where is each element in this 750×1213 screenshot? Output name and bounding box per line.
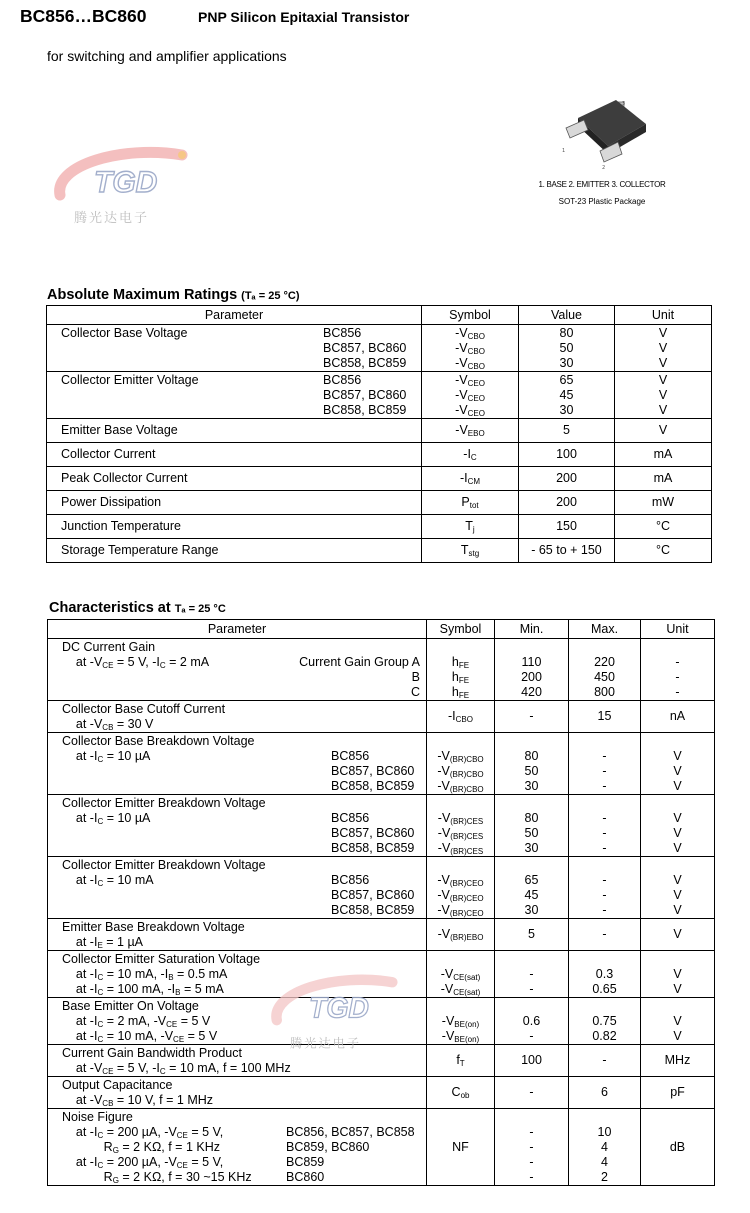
table-row — [47, 491, 712, 515]
parameter-cell: Collector Base Breakdown Voltage at $-I_C = 10$ µA BC856 BC857, BC860 BC858, BC859 — [48, 733, 427, 795]
chars-header-min: Min. — [495, 620, 569, 639]
unit-cell: MHz — [641, 1045, 715, 1077]
table-row — [47, 419, 712, 443]
product-subtitle: PNP Silicon Epitaxial Transistor — [198, 9, 410, 25]
symbol-cell: $T_j$ — [422, 515, 519, 539]
condition-variant — [331, 858, 426, 873]
symbol-cell: $h_{FE}$ $h_{FE}$ $h_{FE}$ — [427, 639, 495, 701]
symbol-cell: $-V_{CEO}$ $-V_{CEO}$ $-V_{CEO}$ — [422, 372, 519, 419]
parameter-cell — [47, 443, 422, 467]
min-cell: - — [495, 1077, 569, 1109]
chars-header-max: Max. — [569, 620, 641, 639]
unit-cell: V — [615, 419, 712, 443]
condition-variant: BC859, BC860 — [286, 1140, 370, 1154]
symbol-cell: $C_{ob}$ — [427, 1077, 495, 1109]
parameter-cell — [47, 491, 422, 515]
condition-variant: BC858, BC859 — [331, 779, 415, 793]
table-row — [47, 467, 712, 491]
parameter-cell — [47, 419, 422, 443]
watermark-text: TGD — [308, 992, 369, 1025]
unit-cell: mA — [615, 443, 712, 467]
min-cell: 110 200 420 — [495, 639, 569, 701]
parameter-cell: Collector Base Cutoff Current at $-V_{CB} = 30$ V — [48, 701, 427, 733]
condition-variant: Current Gain Group A — [299, 655, 420, 669]
characteristics-table — [47, 619, 715, 1186]
parameter-cell: Collector Emitter Saturation Voltage at $-I_C = 10$ mA, $-I_B = 0.5$ mA at $-I_C = 100$ mA, $-I_B = 5$ mA — [48, 951, 427, 998]
table-row — [48, 1109, 715, 1186]
max-cell: 0.3 0.65 — [569, 951, 641, 998]
table-row — [48, 998, 715, 1045]
table-row — [48, 919, 715, 951]
condition-variant: BC857, BC860 — [331, 826, 415, 840]
condition-variant: B — [411, 670, 420, 684]
parameter-name: Junction Temperature — [61, 519, 181, 533]
device-variant: BC857, BC860 — [323, 341, 407, 355]
min-cell: 100 — [495, 1045, 569, 1077]
device-variant: BC858, BC859 — [323, 356, 407, 370]
condition-variant: BC856 — [331, 873, 370, 887]
symbol-cell: $-I_{CBO}$ — [427, 701, 495, 733]
device-variant: BC856 — [323, 326, 362, 340]
parameter-cell: Collector Emitter Breakdown Voltage at $-I_C = 10$ µA BC856 BC857, BC860 BC858, BC859 — [48, 795, 427, 857]
unit-cell: °C — [615, 539, 712, 563]
parameter-cell: Noise Figure at $-I_C = 200$ µA, $-V_{CE} = 5$ V, $R_G = 2$ KΩ, f = 1 KHz at $-I_C = 200$ µA, $-V_{CE} = 5$ V, $R_G = 2$ KΩ, f = 30 ~15 KHz BC856, BC857, BC858 BC859, BC860 BC859 BC860 — [48, 1109, 427, 1186]
parameter-name: Collector Current — [61, 447, 156, 461]
unit-cell: mW — [615, 491, 712, 515]
svg-text:1: 1 — [562, 148, 566, 154]
amr-header-symbol: Symbol — [422, 306, 519, 325]
symbol-cell: $-V_{EBO}$ — [422, 419, 519, 443]
unit-cell: V — [641, 919, 715, 951]
value-cell: 100 — [519, 443, 615, 467]
parameter-cell — [47, 515, 422, 539]
max-cell: - - - — [569, 733, 641, 795]
sot23-package-image — [556, 96, 656, 171]
table-row — [47, 443, 712, 467]
svg-text:2: 2 — [602, 165, 606, 171]
unit-cell: V V V — [641, 733, 715, 795]
parameter-name: Emitter Base Voltage — [61, 423, 178, 437]
max-cell: 10 4 4 2 — [569, 1109, 641, 1186]
min-cell: - — [495, 701, 569, 733]
chars-header-parameter: Parameter — [48, 620, 427, 639]
condition-variant: BC858, BC859 — [331, 903, 415, 917]
symbol-cell: $-V_{(BR)CBO}$ $-V_{(BR)CBO}$ $-V_{(BR)CBO}$ — [427, 733, 495, 795]
max-cell: - — [569, 919, 641, 951]
condition-variant: BC859 — [286, 1155, 325, 1169]
value-cell: 5 — [519, 419, 615, 443]
unit-cell: V V — [641, 951, 715, 998]
parameter-cell: Collector Emitter Breakdown Voltage at $-I_C = 10$ mA BC856 BC857, BC860 BC858, BC859 — [48, 857, 427, 919]
logo-text: TGD — [94, 166, 158, 199]
condition-variant — [286, 1110, 426, 1125]
parameter-cell: Output Capacitance at $-V_{CB} = 10$ V, f = 1 MHz — [48, 1077, 427, 1109]
chars-condition: Tₐ = 25 °C — [174, 603, 226, 615]
min-cell: 5 — [495, 919, 569, 951]
condition-variant: BC856, BC857, BC858 — [286, 1125, 415, 1139]
condition-variant: C — [410, 685, 420, 699]
amr-header-unit: Unit — [615, 306, 712, 325]
symbol-cell: NF — [427, 1109, 495, 1186]
table-row — [48, 857, 715, 919]
condition-variant: BC858, BC859 — [331, 841, 415, 855]
min-cell: - - — [495, 951, 569, 998]
value-cell: 200 — [519, 491, 615, 515]
max-cell: 15 — [569, 701, 641, 733]
parameter-cell: DC Current Gain at $-V_{CE} = 5$ V, $-I_C = 2$ mA Current Gain Group A B C — [48, 639, 427, 701]
min-cell: 0.6 - — [495, 998, 569, 1045]
table-row — [48, 701, 715, 733]
unit-cell: °C — [615, 515, 712, 539]
symbol-cell: $T_{stg}$ — [422, 539, 519, 563]
amr-header-value: Value — [519, 306, 615, 325]
logo-chinese: 腾光达电子 — [74, 211, 150, 226]
device-variant: BC858, BC859 — [323, 403, 407, 417]
parameter-cell — [47, 325, 422, 372]
table-row — [48, 1045, 715, 1077]
max-cell: 220 450 800 — [569, 639, 641, 701]
symbol-cell: $-V_{BE(on)}$ $-V_{BE(on)}$ — [427, 998, 495, 1045]
unit-cell: V V V — [641, 795, 715, 857]
symbol-cell: $-I_{CM}$ — [422, 467, 519, 491]
parameter-cell: Current Gain Bandwidth Product at $-V_{CE} = 5$ V, $-I_C = 10$ mA, f = 100 MHz — [48, 1045, 427, 1077]
condition-variant: BC856 — [331, 811, 370, 825]
condition-variant: BC857, BC860 — [331, 764, 415, 778]
max-cell: - - - — [569, 857, 641, 919]
value-cell: 65 45 30 — [519, 372, 615, 419]
device-variant: BC856 — [323, 373, 362, 387]
condition-variant — [331, 734, 426, 749]
svg-text:3: 3 — [622, 101, 626, 107]
unit-cell: pF — [641, 1077, 715, 1109]
symbol-cell: $P_{tot}$ — [422, 491, 519, 515]
device-variant: BC857, BC860 — [323, 388, 407, 402]
table-row — [48, 951, 715, 998]
parameter-cell: Base Emitter On Voltage at $-I_C = 2$ mA, $-V_{CE} = 5$ V at $-I_C = 10$ mA, $-V_{CE} = 5$ V — [48, 998, 427, 1045]
condition-variant: BC856 — [331, 749, 370, 763]
unit-cell: dB — [641, 1109, 715, 1186]
table-row — [48, 733, 715, 795]
max-cell: - — [569, 1045, 641, 1077]
product-title: BC856…BC860 — [20, 6, 147, 26]
parameter-cell — [47, 467, 422, 491]
parameter-name: Storage Temperature Range — [61, 543, 219, 557]
unit-cell: mA — [615, 467, 712, 491]
min-cell: 65 45 30 — [495, 857, 569, 919]
symbol-cell: $-V_{CBO}$ $-V_{CBO}$ $-V_{CBO}$ — [422, 325, 519, 372]
symbol-cell: $-I_C$ — [422, 443, 519, 467]
unit-cell: V V V — [641, 857, 715, 919]
min-cell: 80 50 30 — [495, 733, 569, 795]
unit-cell: V V — [641, 998, 715, 1045]
value-cell: 150 — [519, 515, 615, 539]
table-row — [48, 795, 715, 857]
value-cell: - 65 to + 150 — [519, 539, 615, 563]
chars-title: Characteristics at Tₐ = 25 °C — [49, 600, 226, 616]
condition-variant — [331, 796, 426, 811]
condition-variant: BC860 — [286, 1170, 325, 1184]
amr-title: Absolute Maximum Ratings (Tₐ = 25 °C) — [47, 287, 300, 303]
unit-cell: - - - — [641, 639, 715, 701]
max-cell: - - - — [569, 795, 641, 857]
chars-header-symbol: Symbol — [427, 620, 495, 639]
package-labels — [532, 176, 672, 210]
table-row — [47, 539, 712, 563]
parameter-cell — [47, 539, 422, 563]
max-cell: 6 — [569, 1077, 641, 1109]
table-row — [47, 325, 712, 372]
condition-variant — [276, 640, 420, 655]
applications-text: for switching and amplifier applications — [47, 48, 287, 64]
parameter-name: Collector Base Voltage — [61, 326, 188, 340]
table-row — [48, 1077, 715, 1109]
table-row — [47, 515, 712, 539]
table-row — [48, 639, 715, 701]
unit-cell: V V V — [615, 372, 712, 419]
parameter-name: Power Dissipation — [61, 495, 162, 509]
symbol-cell: $-V_{CE(sat)}$ $-V_{CE(sat)}$ — [427, 951, 495, 998]
package-type: SOT-23 Plastic Package — [558, 197, 646, 206]
company-logo — [52, 140, 192, 235]
symbol-cell: $-V_{(BR)CES}$ $-V_{(BR)CES}$ $-V_{(BR)CES}$ — [427, 795, 495, 857]
value-cell: 80 50 30 — [519, 325, 615, 372]
unit-cell: V V V — [615, 325, 712, 372]
absolute-maximum-ratings-table — [46, 305, 712, 563]
amr-header-parameter: Parameter — [47, 306, 422, 325]
min-cell: 80 50 30 — [495, 795, 569, 857]
symbol-cell: $f_T$ — [427, 1045, 495, 1077]
parameter-name: Peak Collector Current — [61, 471, 188, 485]
min-cell: - - - - — [495, 1109, 569, 1186]
unit-cell: nA — [641, 701, 715, 733]
parameter-cell — [47, 372, 422, 419]
condition-variant: BC857, BC860 — [331, 888, 415, 902]
symbol-cell: $-V_{(BR)EBO}$ — [427, 919, 495, 951]
max-cell: 0.75 0.82 — [569, 998, 641, 1045]
value-cell: 200 — [519, 467, 615, 491]
parameter-cell: Emitter Base Breakdown Voltage at $-I_E = 1$ µA — [48, 919, 427, 951]
amr-condition: (Tₐ = 25 °C) — [241, 290, 300, 302]
watermark-chinese: 腾光达电子 — [290, 1036, 361, 1051]
package-pin-labels: 1. BASE 2. EMITTER 3. COLLECTOR — [538, 180, 666, 189]
symbol-cell: $-V_{(BR)CEO}$ $-V_{(BR)CEO}$ $-V_{(BR)CEO}$ — [427, 857, 495, 919]
table-row — [47, 372, 712, 419]
chars-header-unit: Unit — [641, 620, 715, 639]
parameter-name: Collector Emitter Voltage — [61, 373, 199, 387]
